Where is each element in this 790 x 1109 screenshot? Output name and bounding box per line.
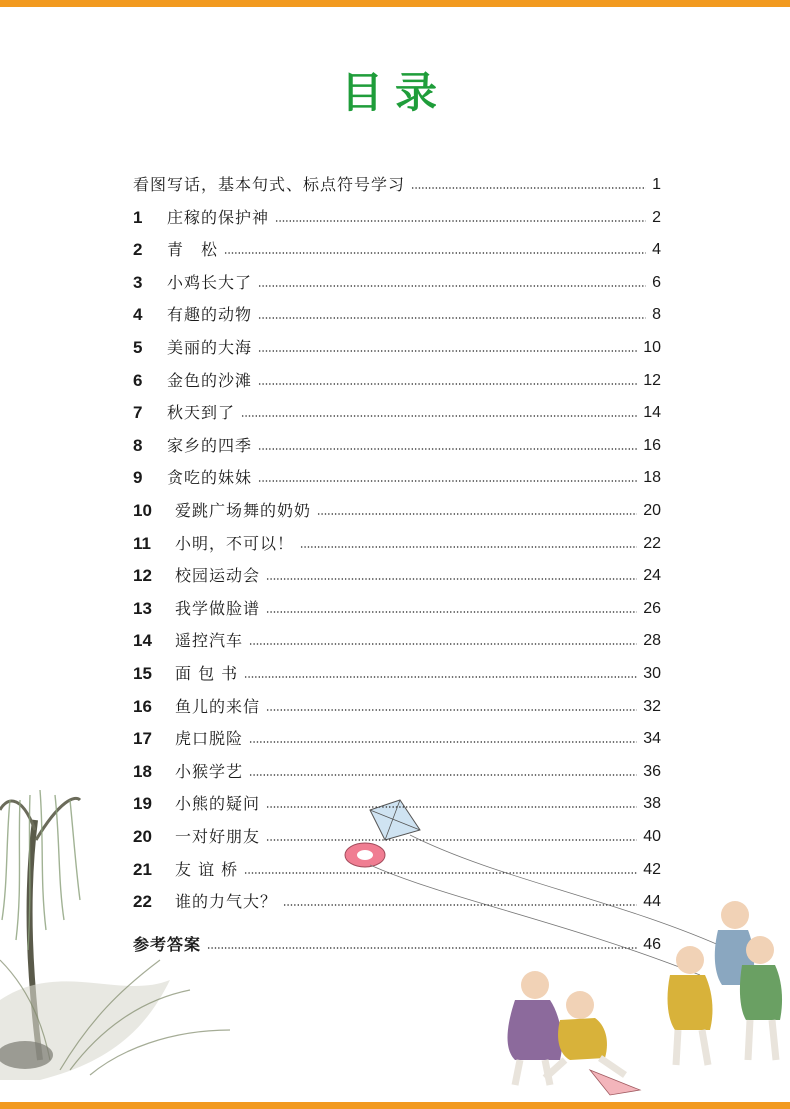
toc-number: 5 [133, 338, 143, 357]
toc-number: 12 [133, 566, 152, 586]
toc-page: 28 [643, 632, 661, 650]
toc-number: 8 [133, 435, 143, 455]
toc-row[interactable] [133, 855, 661, 885]
toc-row[interactable] [133, 822, 661, 852]
leader-dots [249, 643, 637, 645]
toc-row[interactable] [133, 529, 661, 559]
toc-label: 虎口脱险 [175, 729, 244, 749]
toc-label: 美丽的大海 [167, 338, 253, 357]
leader-dots [275, 220, 646, 222]
toc-row[interactable] [133, 203, 661, 233]
toc-label: 爱跳广场舞的奶奶 [175, 501, 312, 520]
leader-dots [249, 774, 637, 776]
leader-dots [241, 415, 637, 417]
leader-dots [258, 383, 637, 385]
toc-page: 42 [643, 860, 661, 878]
toc-row[interactable] [133, 300, 661, 330]
leader-dots [283, 904, 637, 906]
toc-row[interactable] [133, 463, 661, 493]
toc-page: 20 [643, 502, 661, 519]
toc-number: 19 [133, 794, 152, 814]
toc-page: 44 [643, 893, 661, 911]
toc-page: 22 [643, 534, 661, 552]
toc-page: 16 [643, 436, 661, 454]
toc-page: 38 [643, 795, 661, 813]
leader-dots [317, 513, 637, 515]
leader-dots [207, 947, 637, 949]
leader-dots [244, 676, 637, 678]
toc-label: 青 松 [167, 240, 219, 260]
toc-page: 6 [652, 273, 661, 291]
toc-number: 15 [133, 664, 152, 683]
toc-number: 18 [133, 761, 152, 781]
toc-label: 校园运动会 [175, 566, 261, 586]
toc-label: 小鸡长大了 [167, 272, 253, 292]
leader-dots [258, 317, 646, 319]
toc-number: 3 [133, 272, 143, 292]
toc-row[interactable] [133, 594, 661, 624]
toc-page: 4 [652, 241, 661, 259]
toc-number: 14 [133, 631, 152, 651]
leader-dots [258, 448, 637, 450]
toc-number: 2 [133, 240, 143, 260]
toc-number: 4 [133, 305, 143, 325]
leader-dots [266, 578, 637, 580]
toc-row[interactable] [133, 789, 661, 819]
leader-dots [258, 350, 637, 352]
toc-number: 10 [133, 501, 152, 520]
toc-row[interactable] [133, 692, 661, 722]
toc-page: 32 [643, 697, 661, 715]
toc-row[interactable] [133, 757, 661, 787]
toc-page: 24 [643, 567, 661, 585]
toc-number: 1 [133, 207, 143, 227]
toc-label: 谁的力气大？ [175, 892, 278, 912]
toc-page: 30 [643, 665, 661, 682]
toc-label: 遥控汽车 [175, 631, 244, 651]
toc-page: 1 [652, 176, 661, 193]
toc-label: 金色的沙滩 [167, 370, 253, 390]
toc-number: 16 [133, 696, 152, 716]
toc-page: 14 [643, 404, 661, 422]
toc-label: 我学做脸谱 [175, 598, 261, 618]
toc-label: 面 包 书 [175, 664, 239, 683]
toc-label: 庄稼的保护神 [167, 207, 270, 227]
leader-dots [244, 872, 637, 874]
toc-row[interactable] [133, 366, 661, 396]
leader-dots [300, 546, 637, 548]
toc-number: 6 [133, 370, 143, 390]
leader-dots [266, 839, 637, 841]
toc-number: 11 [133, 533, 151, 553]
toc-row[interactable] [133, 333, 661, 363]
leader-dots [249, 741, 637, 743]
toc-page: 26 [643, 599, 661, 617]
toc-row[interactable] [133, 659, 661, 689]
toc-page: 46 [643, 936, 661, 953]
toc-row[interactable] [133, 626, 661, 656]
toc-label: 小猴学艺 [175, 761, 244, 781]
toc-label: 小明，不可以！ [175, 533, 295, 553]
toc-number: 7 [133, 403, 143, 423]
toc-page: 36 [643, 762, 661, 780]
toc-label: 贪吃的妹妹 [167, 468, 253, 488]
toc-page: 12 [643, 371, 661, 389]
toc-row[interactable] [133, 561, 661, 591]
toc-number: 17 [133, 729, 152, 749]
leader-dots [266, 709, 637, 711]
leader-dots [224, 252, 646, 254]
toc-row[interactable] [133, 398, 661, 428]
toc-label: 有趣的动物 [167, 305, 253, 325]
toc-label: 秋天到了 [167, 403, 236, 423]
leader-dots [266, 806, 637, 808]
toc-row[interactable] [133, 431, 661, 461]
toc-number: 21 [133, 859, 152, 879]
toc-label: 家乡的四季 [167, 435, 253, 455]
toc-row[interactable] [133, 724, 661, 754]
toc-page: 18 [643, 469, 661, 487]
toc-label: 鱼儿的来信 [175, 696, 261, 716]
toc-page: 8 [652, 306, 661, 324]
toc-intro-row[interactable] [133, 170, 661, 200]
toc-label: 一对好朋友 [175, 827, 261, 846]
toc-number: 13 [133, 598, 152, 618]
toc-answers-row[interactable] [133, 930, 661, 960]
toc-page: 40 [643, 828, 661, 845]
bottom-orange-bar [0, 1102, 790, 1109]
toc-label: 看图写话，基本句式、标点符号学习 [133, 175, 406, 194]
toc-page: 34 [643, 730, 661, 748]
toc-number: 20 [133, 827, 152, 846]
toc-label: 友 谊 桥 [175, 859, 239, 879]
page-title: 目录 [340, 68, 449, 117]
toc-number: 22 [133, 892, 152, 912]
toc-page: 2 [652, 208, 661, 226]
toc-row[interactable] [133, 887, 661, 917]
leader-dots [258, 480, 637, 482]
toc-row[interactable] [133, 496, 661, 526]
leader-dots [266, 611, 637, 613]
leader-dots [411, 187, 646, 189]
toc-row[interactable] [133, 268, 661, 298]
toc-row[interactable] [133, 235, 661, 265]
toc-page: 10 [643, 339, 661, 356]
toc-label: 参考答案 [133, 935, 202, 954]
leader-dots [258, 285, 646, 287]
toc-number: 9 [133, 468, 143, 488]
toc-label: 小熊的疑问 [175, 794, 261, 814]
